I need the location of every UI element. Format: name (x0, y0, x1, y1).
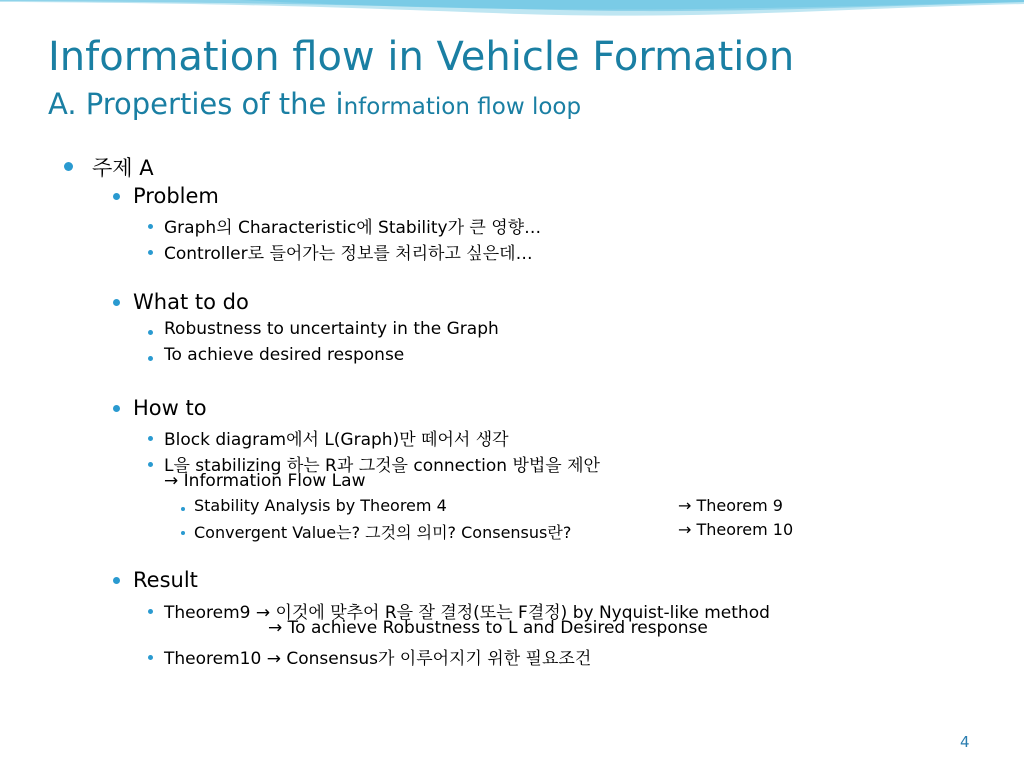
topic-heading: 주제 A (92, 156, 154, 180)
how-item-2: L을 stabilizing 하는 R과 그것을 connection 방법을 제안 (164, 456, 600, 476)
bullet-icon (148, 609, 153, 614)
how-item-1: Block diagram에서 L(Graph)만 떼어서 생각 (164, 430, 509, 450)
problem-item-1: Graph의 Characteristic에 Stability가 큰 영향… (164, 218, 542, 238)
page-number: 4 (960, 733, 970, 751)
problem-item-2: Controller로 들어가는 정보를 처리하고 싶은데… (164, 244, 533, 264)
result-item-1-continuation: → To achieve Robustness to L and Desired response (268, 618, 708, 638)
section-how-to: How to (133, 396, 207, 420)
bullet-icon (64, 162, 73, 171)
arrow-right-icon: → (268, 618, 288, 638)
bullet-icon (148, 655, 153, 660)
how-subitem-1: Stability Analysis by Theorem 4 (194, 496, 447, 515)
bullet-icon (148, 224, 153, 229)
what-item-2: To achieve desired response (164, 345, 405, 365)
arrow-right-icon: → (164, 471, 184, 491)
bullet-icon (113, 193, 120, 200)
arrow-right-icon: → (678, 520, 692, 539)
slide-title: Information flow in Vehicle Formation (48, 34, 795, 80)
bullet-icon (113, 405, 120, 412)
bullet-icon (113, 299, 120, 306)
section-result: Result (133, 568, 198, 592)
arrow-right-icon: → (678, 496, 692, 515)
what-item-1: Robustness to uncertainty in the Graph (164, 319, 499, 339)
bullet-icon (148, 330, 153, 335)
bullet-icon (148, 250, 153, 255)
how-subitem-2-result: → Theorem 10 (678, 520, 794, 539)
how-subitem-2: Convergent Value는? 그것의 의미? Consensus란? (194, 523, 572, 542)
section-what-to-do: What to do (133, 290, 249, 314)
section-problem: Problem (133, 184, 219, 208)
bullet-icon (181, 531, 185, 535)
bullet-icon (113, 577, 120, 584)
bullet-icon (148, 356, 153, 361)
subtitle-main: A. Properties of the i (48, 87, 344, 121)
result-item-1: Theorem9 → 이것에 맞추어 R을 잘 결정(또는 F결정) by Nyquist-like method (164, 603, 770, 623)
bullet-icon (148, 436, 153, 441)
subtitle-small: nformation flow loop (343, 94, 582, 120)
how-subitem-1-result: → Theorem 9 (678, 496, 783, 515)
how-item-2-continuation: → Information Flow Law (164, 471, 366, 491)
bullet-icon (148, 462, 153, 467)
result-item-2: Theorem10 → Consensus가 이루어지기 위한 필요조건 (164, 649, 592, 669)
bullet-icon (181, 507, 185, 511)
slide-subtitle (48, 84, 581, 127)
